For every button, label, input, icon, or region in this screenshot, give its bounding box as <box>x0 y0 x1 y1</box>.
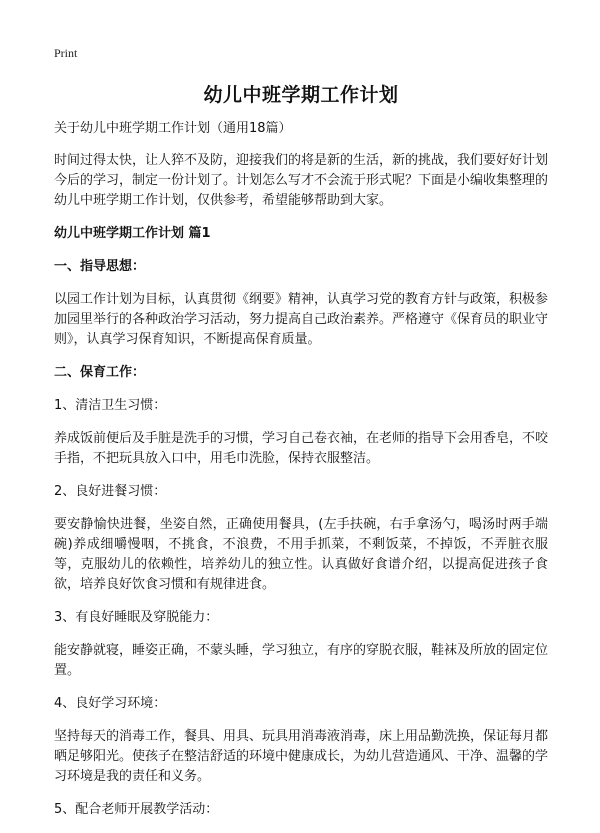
chapter-title: 幼儿中班学期工作计划 篇1 <box>54 226 211 241</box>
section-heading-guiding-ideology: 一、指导思想： <box>54 259 146 274</box>
item-heading-environment: 4、良好学习环境： <box>54 696 167 711</box>
print-link[interactable]: Print <box>54 46 78 60</box>
section-heading-childcare-work: 二、保育工作： <box>54 365 146 380</box>
item-paragraph-hygiene: 养成饭前便后及手脏是洗手的习惯，学习自己卷衣袖，在老师的指导下会用香皂，不咬手指，不把玩具放入口中，用毛巾洗脸，保持衣服整洁。 <box>54 431 549 466</box>
item-paragraph-eating: 要安静愉快进餐，坐姿自然，正确使用餐具，(左手扶碗，右手拿汤勺，喝汤时两手端碗)养成细嚼慢咽，不挑食，不浪费，不用手抓菜，不剩饭菜，不掉饭，不弄脏衣服等，克服幼儿的依赖性，培养幼儿的独立性。认真做好食谱介绍，以提高促进孩子食欲，培养良好饮食习惯和有规律进食。 <box>54 517 548 592</box>
item-paragraph-environment: 坚持每天的消毒工作，餐具、用具、玩具用消毒液消毒，床上用品勤洗换，保证每月都晒足够阳光。使孩子在整洁舒适的环境中健康成长，为幼儿营造通风、干净、温馨的学习环境是我的责任和义务。 <box>54 729 549 784</box>
item-heading-hygiene: 1、清洁卫生习惯： <box>54 398 167 413</box>
page-title: 幼儿中班学期工作计划 <box>203 84 399 106</box>
item-heading-teaching-support: 5、配合老师开展教学活动： <box>54 802 219 817</box>
document-subtitle: 关于幼儿中班学期工作计划（通用18篇） <box>54 121 292 136</box>
item-heading-sleep: 3、有良好睡眠及穿脱能力： <box>54 610 219 625</box>
intro-paragraph: 时间过得太快，让人猝不及防，迎接我们的将是新的生活，新的挑战，我们要好好计划今后的学习，制定一份计划了。计划怎么写才不会流于形式呢？下面是小编收集整理的幼儿中班学期工作计划，仅供参考，希望能够帮助到大家。 <box>54 153 549 208</box>
item-paragraph-sleep: 能安静就寝，睡姿正确，不蒙头睡，学习独立，有序的穿脱衣服，鞋袜及所放的固定位置。 <box>54 643 549 678</box>
section-paragraph-guiding-ideology: 以园工作计划为目标，认真贯彻《纲要》精神，认真学习党的教育方针与政策，积极参加园里举行的各种政治学习活动，努力提高自己政治素养。严格遵守《保育员的职业守则》，认真学习保育知识，不断提高保育质量。 <box>54 292 549 347</box>
document-body <box>54 80 548 833</box>
item-heading-eating: 2、良好进餐习惯： <box>54 484 167 499</box>
